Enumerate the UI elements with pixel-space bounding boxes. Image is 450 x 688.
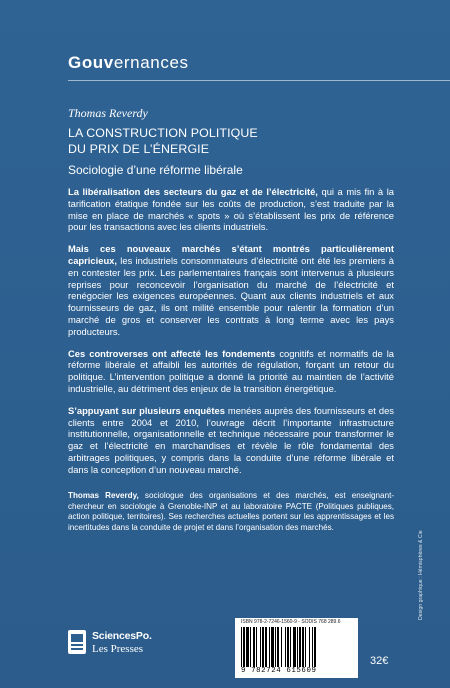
book-title <box>68 125 388 157</box>
blurb-text: cognitifs et normatifs de la réforme libérale et affaibli les autorités de régulation, forçant un retour du politique. L’intervention politique a donné la priorité au maintien de l’activité industrielle, au détriment des enjeux de la transition énergétique. <box>68 347 395 394</box>
blurb-lead: S’appuyant sur plusieurs enquêtes <box>68 404 225 416</box>
blurb-paragraph <box>68 186 394 233</box>
author-bio-text: sociologue des organisations et des marchés, est enseignant-chercheur en sociologie à Grenoble-INP et au laboratoire PACTE (Politiques publiques, action politique, territoires). Ses recherches actuelles portent sur les apprentissages et les incertitudes dans la conduite de projet et dans l’organisation des marchés. <box>68 491 395 532</box>
book-subtitle: Sociologie d’une réforme libérale <box>68 163 243 177</box>
series-name-bold: Gouv <box>68 53 114 72</box>
ean-number: 9 782724 615609 <box>241 667 317 675</box>
series-name <box>68 53 189 73</box>
barcode <box>235 618 358 678</box>
publisher-name-line-1: SciencesPo. <box>92 630 152 642</box>
author-name: Thomas Reverdy <box>68 106 148 120</box>
author-bio-paragraph <box>68 491 394 533</box>
blurb-lead: La libéralisation des secteurs du gaz et de l’électricité, <box>68 186 318 197</box>
blurb-text: menées auprès des fournisseurs et des clients entre 2004 et 2010, l’ouvrage décrit l’importante infrastructure institutionnelle, organisationnelle et technique nécessaire pour transformer le gaz et l’électricité en marchandises et révèle le rôle fondamental des arbitrages politiques, y compris dans la conduite d’une réforme libérale et dans la conception d’un nouveau marché. <box>68 404 394 475</box>
blurb-paragraph <box>68 243 394 337</box>
blurb-paragraph <box>68 405 394 476</box>
blurb-paragraph <box>68 348 394 395</box>
blurb-text: les industriels consommateurs d’électricité ont été les premiers à en contester les prix. Les parlementaires français sont intervenus à plusieurs reprises pour reconcevoir l’organisation du marché de l’électricité et renégocier les exigences européennes. Quant aux clients industriels et aux fournisseurs de gaz, ils ont milité ensemble pour ralentir la formation d’un marché de gros et conserver les contrats à long terme avec les pays producteurs. <box>68 254 394 337</box>
publisher-logo <box>68 628 208 658</box>
sciencespo-emblem-icon <box>68 630 86 654</box>
book-title-line-2: DU PRIX DE L’ÉNERGIE <box>68 142 210 156</box>
book-title-line-1: LA CONSTRUCTION POLITIQUE <box>68 126 258 140</box>
author-bio <box>68 491 394 533</box>
blurb-lead: Ces controverses ont affecté les fondements <box>68 347 276 359</box>
blurb <box>68 186 394 486</box>
isbn-text: ISBN 978-2-7246-1560-9 - SODIS 768 289.6 <box>241 619 341 625</box>
series-divider <box>68 80 450 81</box>
author-bio-lead: Thomas Reverdy, <box>68 491 139 500</box>
barcode-bars-icon <box>241 627 352 667</box>
blurb-text: qui a mis fin à la tarification étatique fondée sur les coûts de production, s’est traduite par la mise en place de marchés « spots » où s’établissent les prix de référence pour les transactions avec les clients industriels. <box>68 186 394 233</box>
blurb-lead: Mais ces nouveaux marchés s’étant montrés particulièrement capricieux, <box>68 243 394 266</box>
publisher-name-line-2: Les Presses <box>92 643 144 655</box>
design-credit: Design graphique : Hémisphères & Cie <box>418 530 424 620</box>
series-name-rest: ernances <box>113 53 189 72</box>
price: 32€ <box>370 655 389 667</box>
